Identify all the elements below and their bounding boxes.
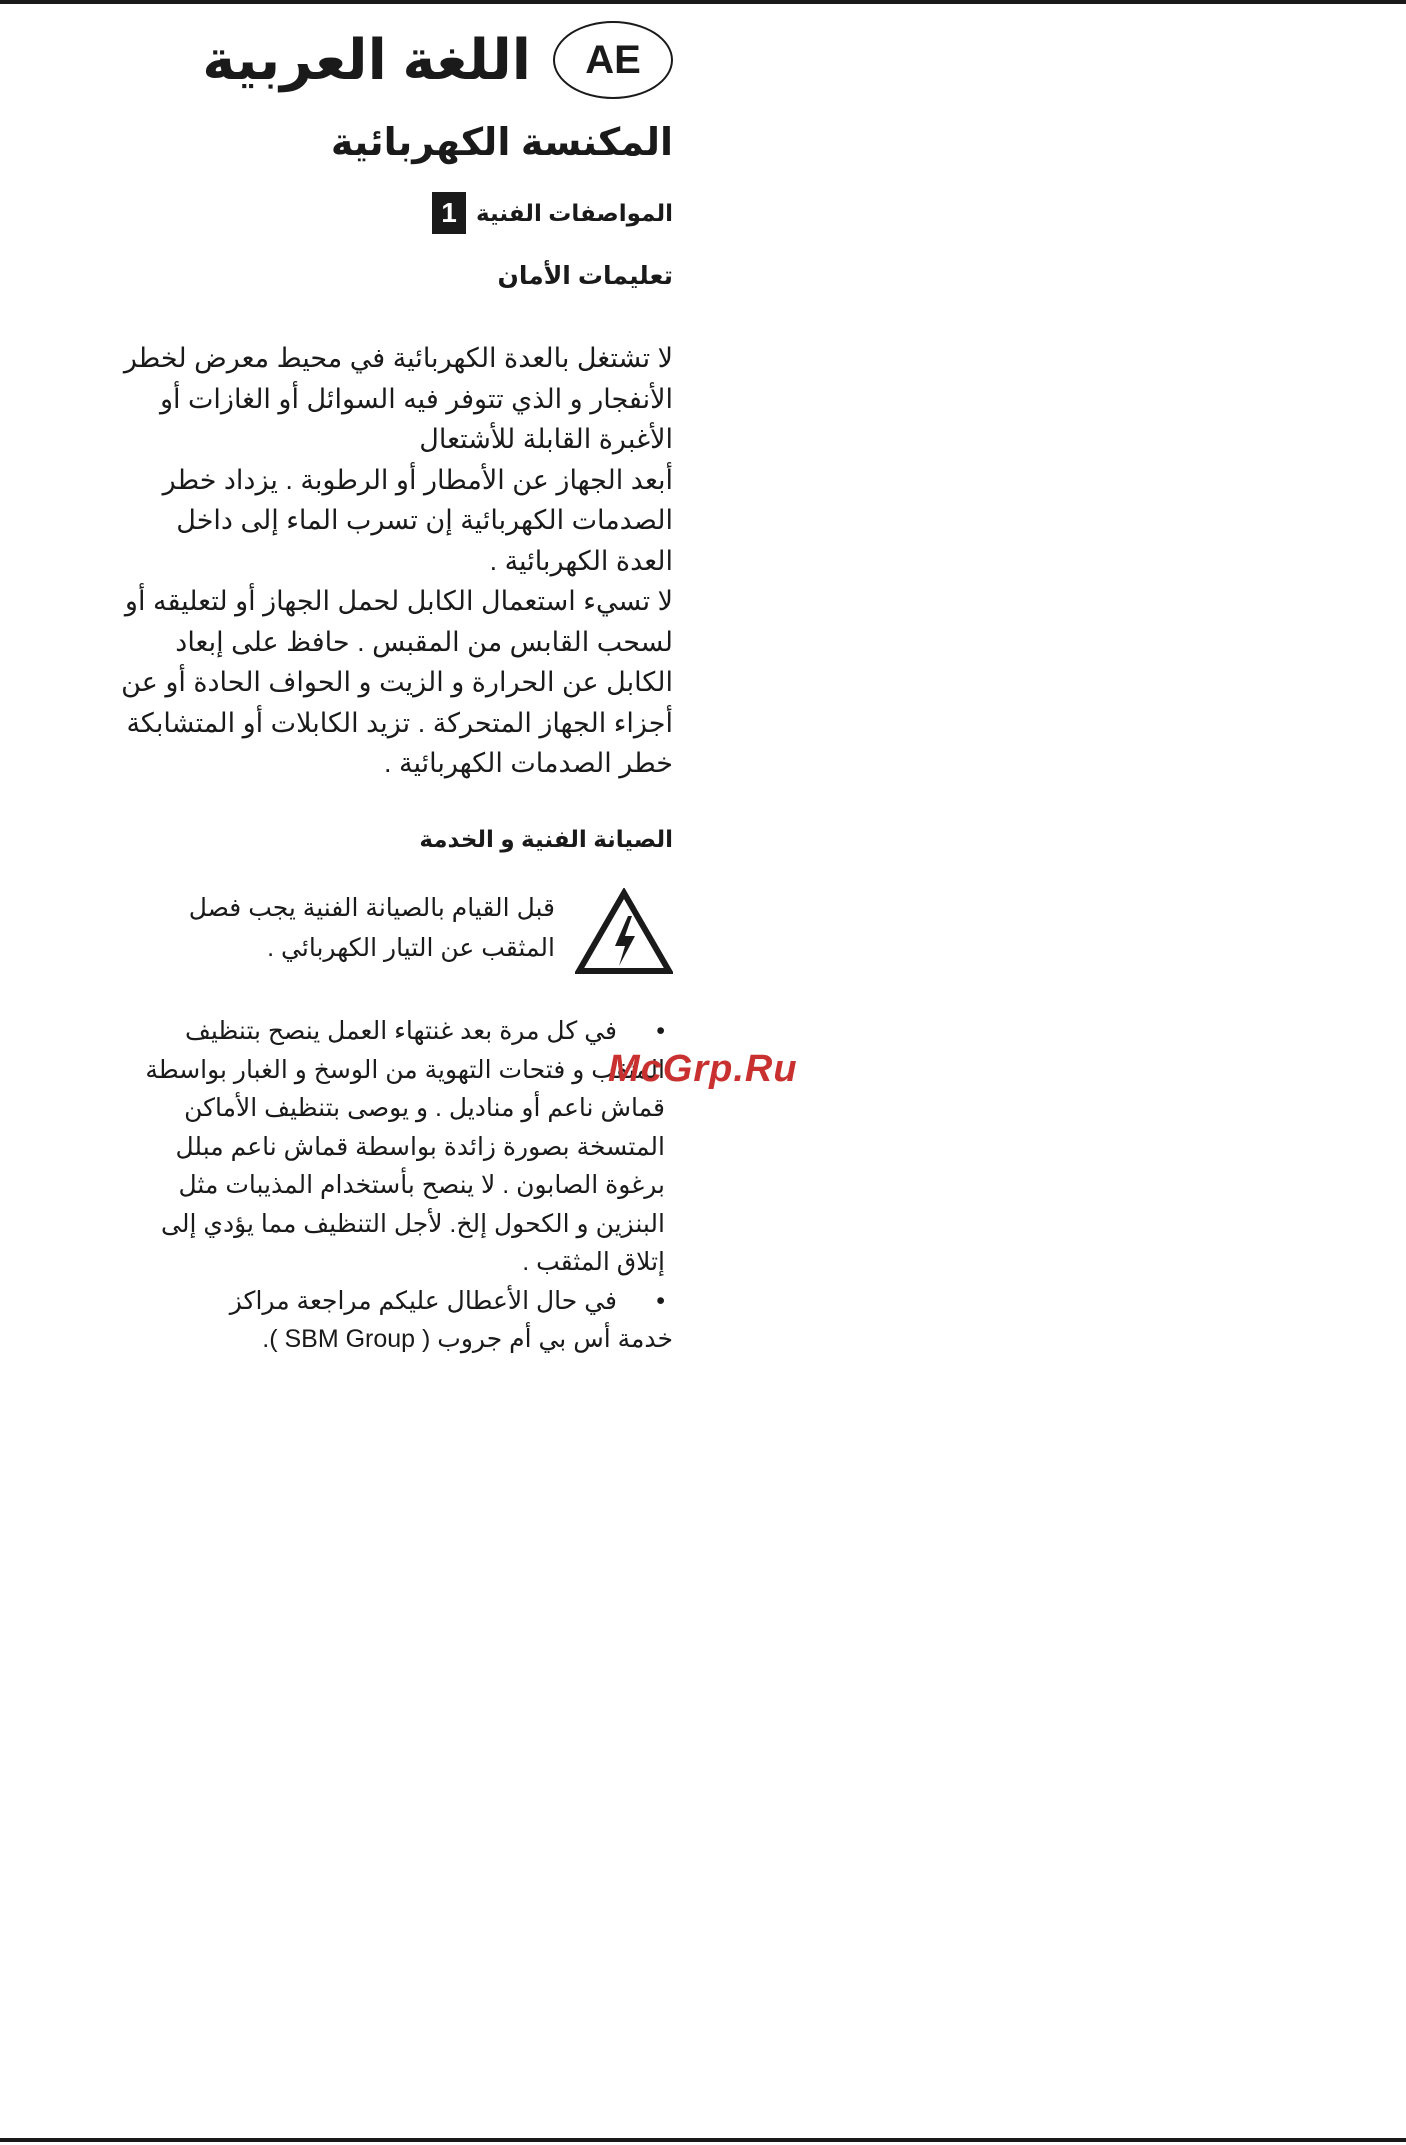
safety-paragraph-explosion: لا تشتغل بالعدة الكهربائية في محيط معرض لخطر الأنفجار و الذي تتوفر فيه السوائل أو الغازات أو الأغبرة القابلة للأشتعال	[123, 343, 673, 454]
watermark: McGrp.Ru	[608, 1048, 798, 1090]
warning-text: قبل القيام بالصيانة الفنية يجب فصل المثقب عن التيار الكهربائي .	[188, 894, 555, 962]
high-voltage-warning-icon	[575, 888, 673, 976]
safety-paragraph-cable: لا تسيء استعمال الكابل لحمل الجهاز أو لتعليقه أو لسحب القابس من المقبس . حافظ على إبعاد الكابل عن الحرارة و الزيت و الحواف الحادة أو عن أجزاء الجهاز المتحركة . تزيد الكابلات أو المتشابكة خطر الصدمات الكهربائية .	[121, 586, 673, 778]
safety-paragraph-moisture: أبعد الجهاز عن الأمطار أو الرطوبة . يزداد خطر الصدمات الكهربائية إن تسرب الماء إلى داخل العدة الكهربائية .	[162, 464, 673, 576]
bullet-2-lead: • في حال الأعطال عليكم مراجعة مراكز	[113, 1282, 673, 1321]
list-item-service	[113, 1282, 673, 1359]
maintenance-list	[113, 1012, 673, 1359]
specifications-label: المواصفات الفنية	[476, 199, 673, 226]
safety-instructions-body	[113, 338, 673, 784]
maintenance-title: الصيانة الفنية و الخدمة	[419, 826, 673, 852]
safety-instructions-title: تعليمات الأمان	[497, 262, 673, 290]
bottom-rule	[0, 2138, 1406, 2142]
bullet-2-rest: خدمة أس بي أم جروب ( SBM Group ).	[262, 1325, 673, 1353]
figure-number-badge: 1	[432, 192, 466, 234]
product-title: المكنسة الكهربائية	[330, 122, 673, 164]
list-item-cleaning	[113, 1012, 673, 1282]
maintenance-warning	[113, 888, 673, 976]
language-header	[202, 18, 673, 102]
bullet-1-lead: • في كل مرة بعد غنتهاء العمل ينصح بتنظيف	[113, 1012, 673, 1051]
language-title: اللغة العربية	[202, 28, 531, 91]
language-code-badge: AE	[553, 21, 673, 99]
top-rule	[0, 0, 1406, 4]
specifications-heading	[432, 192, 673, 234]
bullet-1-rest: المثقب و فتحات التهوية من الوسخ و الغبار بواسطة قماش ناعم أو مناديل . و يوصى بتنظيف الأماكن المتسخة بصورة زائدة بواسطة قماش ناعم مبلل برغوة الصابون . لا ينصح بأستخدام المذيبات مثل البنزين و الكحول إلخ. لأجل التنظيف مما يؤدي إلى إتلاق المثقب .	[145, 1055, 665, 1276]
